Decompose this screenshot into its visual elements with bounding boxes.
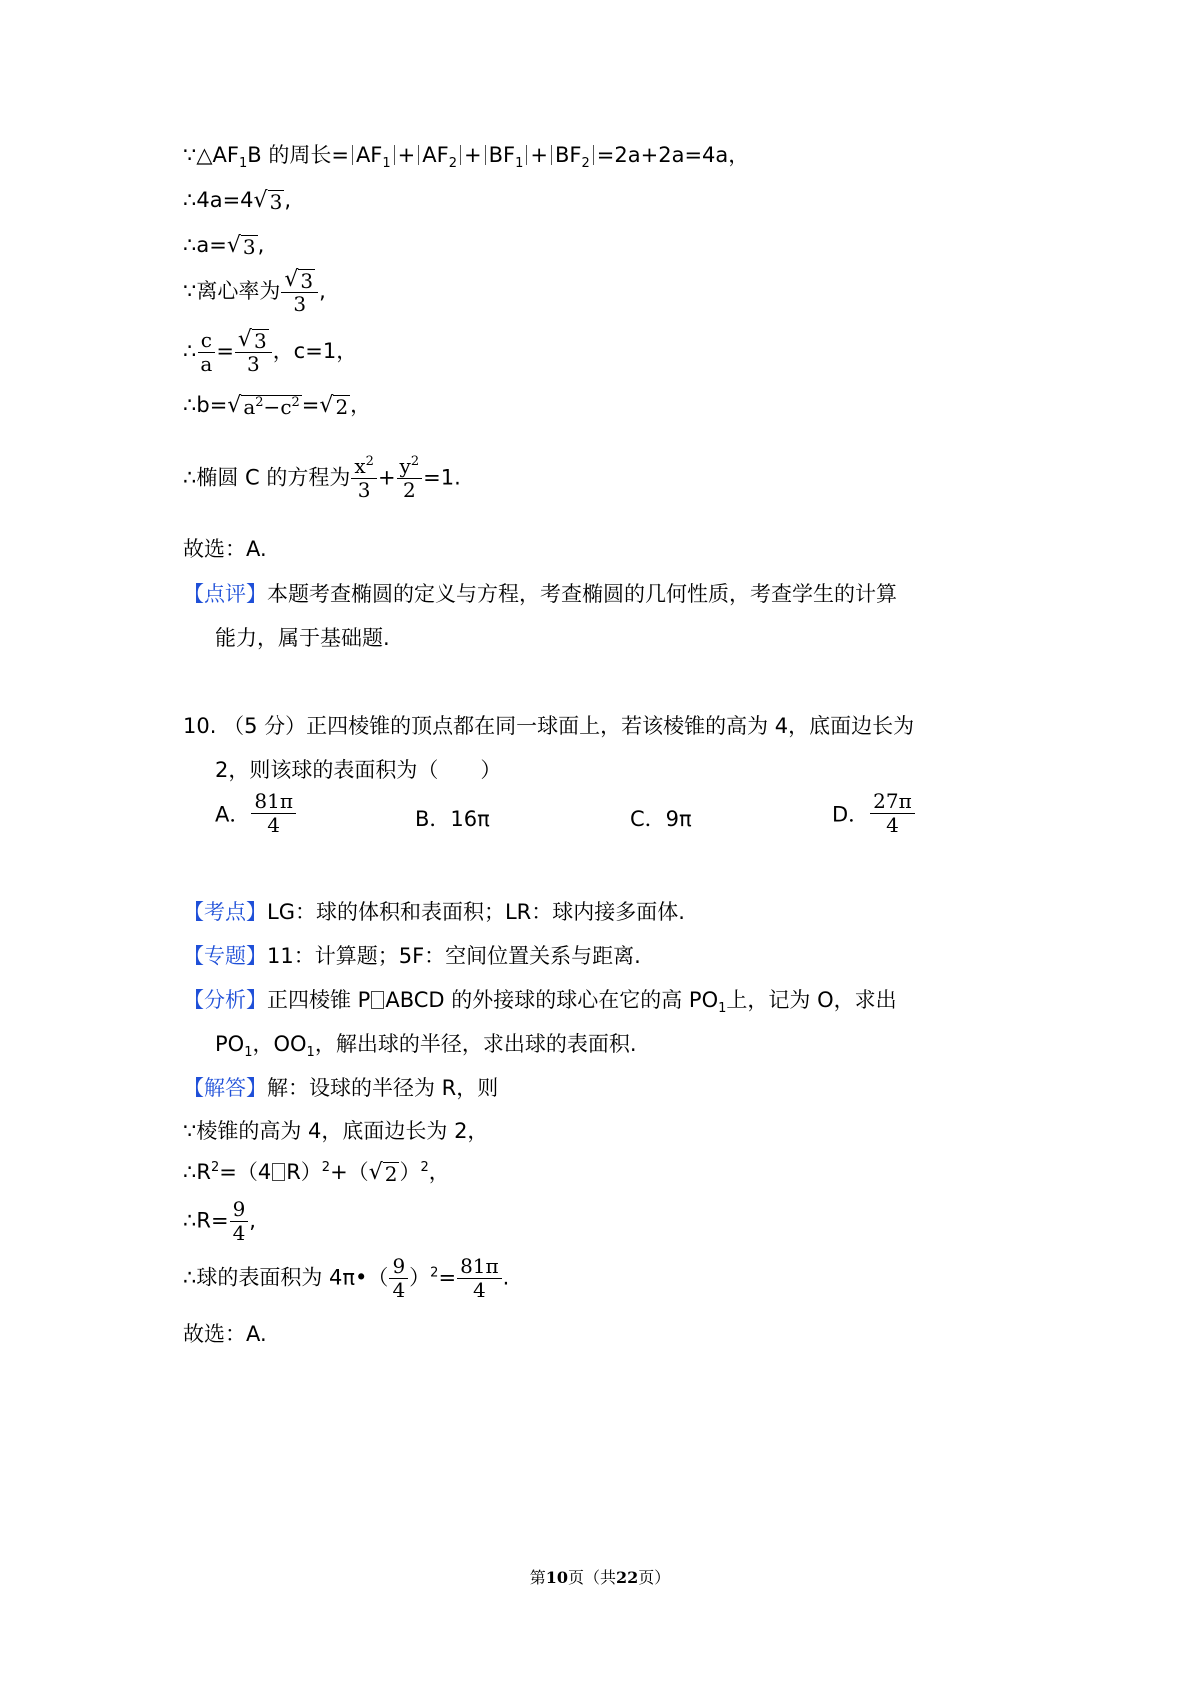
fenxi-tag: 【分析】: [183, 988, 267, 1012]
solution-line-b: ∴b= √ $a^2-c^2$ = √ 2 ，: [183, 392, 372, 419]
sqrt-3: √ 3: [226, 232, 256, 259]
jieda-tag: 【解答】: [183, 1076, 267, 1100]
jieda-line: 【解答】解：设球的半径为 R，则: [183, 1076, 499, 1100]
fraction-sqrt3-over-3: √ 3 3: [281, 268, 318, 316]
page-footer: 第10页（共22页）: [529, 1568, 671, 1587]
review-line-2: 能力，属于基础题.: [215, 626, 390, 650]
solution-10-line-3: ∴R= $\frac{9}{4}$ ,: [183, 1197, 256, 1245]
zhuanti-line: 【专题】11：计算题；5F：空间位置关系与距离.: [183, 944, 641, 968]
sqrt-2: √ 2: [368, 1159, 398, 1186]
missing-glyph-box: [371, 991, 384, 1009]
solution-line-a: ∴a= √ 3 ,: [183, 232, 265, 259]
missing-glyph-box: [272, 1163, 285, 1181]
option-b: B．16π: [415, 807, 490, 831]
kaodian-tag: 【考点】: [183, 900, 267, 924]
fraction-y2-over-2: $\frac{y^2}{2}$: [397, 455, 423, 502]
solution-line-perimeter: $\because\triangle AF_1B$ 的周长= $AF_1 + AF_2 + BF_1 + BF_2 =2a+2a=4a$，: [183, 143, 750, 171]
solution-line-c-over-a: ∴ $\frac{c}{a}$ = √ 3 3 ，c=1，: [183, 327, 358, 376]
fraction-27pi-over-4: $\frac{27\pi}{4}$: [870, 790, 915, 837]
fraction-81pi-over-4: $\frac{81\pi}{4}$: [251, 790, 296, 837]
fenxi-line-2: $PO_1$，$OO_1$，解出球的半径，求出球的表面积.: [215, 1032, 637, 1060]
sqrt-a2-minus-c2: √ $a^2-c^2$: [227, 392, 300, 419]
solution-line-eccentricity: ∵离心率为 √ 3 3 ,: [183, 267, 326, 316]
answer-choice-9: 故选：A.: [183, 537, 267, 561]
fraction-9-over-4: $\frac{9}{4}$: [230, 1198, 249, 1245]
question-10-stem-1: 10. （5 分）正四棱锥的顶点都在同一球面上，若该棱锥的高为 4，底面边长为: [183, 714, 915, 738]
fraction-x2-over-3: $\frac{x^2}{3}$: [351, 455, 377, 502]
fraction-81pi-over-4: $\frac{81\pi}{4}$: [457, 1255, 502, 1302]
kaodian-line: 【考点】LG：球的体积和表面积；LR：球内接多面体.: [183, 900, 685, 924]
question-10-stem-2: 2，则该球的表面积为（ ）: [215, 758, 502, 782]
solution-10-line-2: $\therefore R^2=(4$ R）$^2$+（ √ 2 ）$^2$，: [183, 1159, 450, 1186]
solution-line-ellipse-equation: ∴椭圆 C 的方程为 $\frac{x^2}{3}$ + $\frac{y^2}{2}$ =1.: [183, 454, 461, 502]
option-d: D． $\frac{27\pi}{4}$: [832, 790, 916, 837]
option-c: C．9π: [630, 807, 692, 831]
option-a: A． $\frac{81\pi}{4}$: [215, 790, 297, 837]
fraction-sqrt3-over-3: √ 3 3: [235, 328, 272, 376]
solution-10-line-4: ∴球的表面积为 4π•（ $\frac{9}{4}$ ）$^2$= $\frac{81\pi}{4}$ .: [183, 1254, 510, 1302]
fraction-9-over-4: $\frac{9}{4}$: [389, 1255, 408, 1302]
solution-10-line-1: ∵棱锥的高为 4，底面边长为 2，: [183, 1119, 489, 1143]
zhuanti-tag: 【专题】: [183, 944, 267, 968]
fenxi-line-1: 【分析】正四棱锥 P ABCD 的外接球的球心在它的高 $PO_1$上，记为 O，求出: [183, 988, 897, 1016]
review-line-1: 【点评】本题考查椭圆的定义与方程，考查椭圆的几何性质，考查学生的计算: [183, 582, 897, 606]
solution-line-4a: ∴4a=4 √ 3 ,: [183, 187, 291, 214]
sqrt-3: √ 3: [253, 187, 283, 214]
sqrt-2: √ 2: [319, 392, 349, 419]
answer-choice-10: 故选：A.: [183, 1322, 267, 1346]
review-tag: 【点评】: [183, 582, 267, 606]
fraction-c-over-a: $\frac{c}{a}$: [197, 329, 215, 376]
